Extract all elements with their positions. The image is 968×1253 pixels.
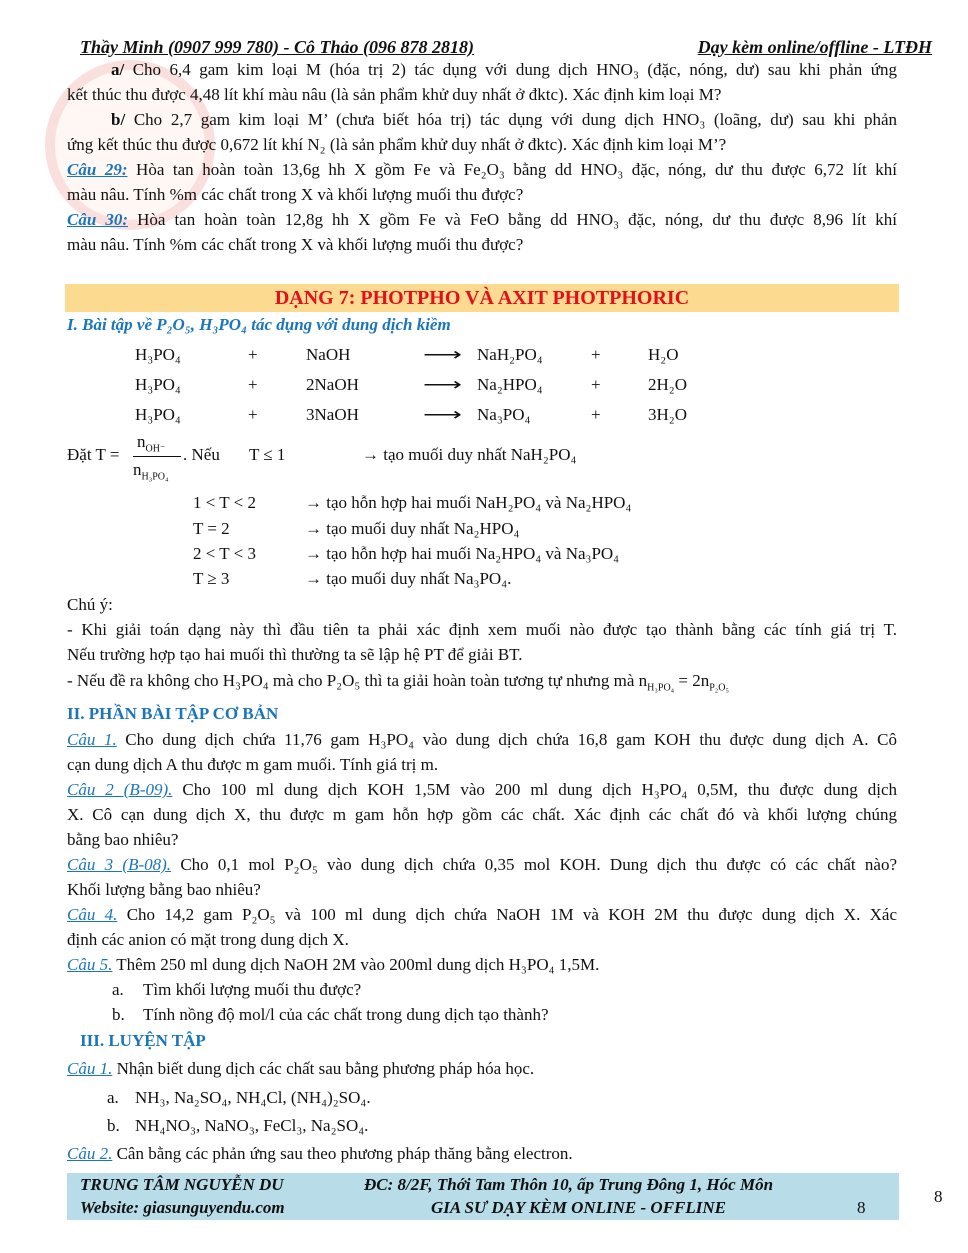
section-title-band <box>65 284 899 312</box>
p2-q4-line1 <box>67 903 897 927</box>
text: Cho 6,4 gam kim loại M (hóa trị 2) tác dụng với dung dịch HNO₃ (đặc, nóng, dư) sau khi phản ứng <box>124 60 897 79</box>
case-result: → tạo muối duy nhất Na₂HPO₄ <box>305 519 520 538</box>
equation-base: NaOH <box>306 345 351 364</box>
p3-q1-item-a: NH₃, Na₂SO₄, NH₄Cl, (NH₄)₂SO₄. <box>135 1088 371 1107</box>
question-label: Câu 5. <box>67 955 113 974</box>
text: Hòa tan hoàn toàn 12,8g hh X gồm Fe và FeO bằng dd HNO₃ đặc, nóng, dư thu được 8,96 lít khí <box>128 210 897 229</box>
sub: H₃PO₄ <box>141 471 169 483</box>
p3-q1-item-a-marker: a. <box>107 1088 119 1107</box>
equation-base: 3NaOH <box>306 405 359 424</box>
p2-q5-item-a: Tìm khối lượng muối thu được? <box>143 980 362 999</box>
q30-line1 <box>67 208 897 232</box>
p2-q3-line1 <box>67 853 897 877</box>
question-label: Câu 3 (B-08). <box>67 855 172 874</box>
p3-q1-item-b: NH₄NO₃, NaNO₃, FeCl₃, Na₂SO₄. <box>135 1116 369 1135</box>
eq: = 2n <box>674 671 710 690</box>
equation-reactant: H₃PO₄ <box>135 345 181 364</box>
text: Cho dung dịch chứa 11,76 gam H₃PO₄ vào dung dịch chứa 16,8 gam KOH thu được dung dịch A. Cô <box>116 730 897 749</box>
text: Cho 2,7 gam kim loại M’ (chưa biết hóa trị) tác dụng với dung dịch HNO₃ (loãng, dư) sau khi phản <box>125 110 897 129</box>
case-result: → tạo hỗn hợp hai muối NaH₂PO₄ và Na₂HPO₄ <box>305 493 632 512</box>
intro-b-line2: ứng kết thúc thu được 0,672 lít khí N₂ (là sản phẩm khử duy nhất ở đktc). Xác định kim loại M’? <box>67 135 727 154</box>
text: Nhận biết dung dịch các chất sau bằng phương pháp hóa học. <box>112 1059 535 1078</box>
footer-org: TRUNG TÂM NGUYỄN DU <box>80 1175 284 1194</box>
sub: P₂O₅ <box>709 682 730 694</box>
text: Cân bằng các phản ứng sau theo phương pháp thăng bằng electron. <box>112 1144 573 1163</box>
footer-page-number: 8 <box>857 1198 866 1217</box>
note-line3 <box>67 669 897 693</box>
p2-q3-line2: Khối lượng bằng bao nhiêu? <box>67 880 261 899</box>
text: Cho 100 ml dung dịch KOH 1,5M vào 200 ml dung dịch H₃PO₄ 0,5M, thu được dung dịch <box>172 780 897 799</box>
equation-plus: + <box>591 405 601 424</box>
equation-plus: + <box>248 345 258 364</box>
question-label: Câu 29: <box>67 160 128 179</box>
sub: OH⁻ <box>145 443 166 455</box>
q29-line2: màu nâu. Tính %m các chất trong X và khối lượng muối thu được? <box>67 185 524 204</box>
item-label: b/ <box>111 110 126 129</box>
question-label: Câu 1. <box>67 730 117 749</box>
equation-reactant: H₃PO₄ <box>135 405 181 424</box>
ratio-if: . Nếu <box>183 445 220 464</box>
equation-arrow: ⟶ <box>423 405 462 424</box>
note-line1: - Khi giải toán dạng này thì đầu tiên ta phải xác định xem muối nào được tạo thành bằng các tính giá trị T. <box>67 620 897 639</box>
fraction-denominator <box>133 460 168 487</box>
page-number: 8 <box>934 1187 943 1206</box>
p2-q2-line1 <box>67 778 897 802</box>
part1-title: I. Bài tập về P₂O₅, H₃PO₄ tác dụng với dung dịch kiềm <box>67 315 451 334</box>
case-condition: T ≤ 1 <box>249 445 286 464</box>
question-label: Câu 2. <box>67 1144 113 1163</box>
p3-q1-line1 <box>67 1057 897 1081</box>
n: n <box>137 432 146 451</box>
equation-plus: + <box>248 405 258 424</box>
p2-q5-item-b: Tính nồng độ mol/l của các chất trong dung dịch tạo thành? <box>143 1005 549 1024</box>
ratio-fraction <box>133 432 183 484</box>
case-result: → tạo muối duy nhất Na₃PO₄. <box>305 569 512 588</box>
case-condition: T = 2 <box>193 519 230 538</box>
equation-water: 3H₂O <box>648 405 687 424</box>
intro-b-line1 <box>67 108 897 132</box>
n: n <box>638 671 648 690</box>
equation-water: H₂O <box>648 345 679 364</box>
equation-reactant: H₃PO₄ <box>135 375 181 394</box>
item-label: a/ <box>111 60 125 79</box>
text: Cho 14,2 gam P₂O₅ và 100 ml dung dịch chứa NaOH 1M và KOH 2M thu được dung dịch X. Xác <box>117 905 897 924</box>
text: Hòa tan hoàn toàn 13,6g hh X gồm Fe và Fe₂O₃ bằng dd HNO₃ đặc, nóng, dư thu được 6,72 lít khí <box>127 160 897 179</box>
case-condition: T ≥ 3 <box>193 569 230 588</box>
intro-a-line2: kết thúc thu được 4,48 lít khí màu nâu (là sản phẩm khử duy nhất ở đktc). Xác định kim loại M? <box>67 85 722 104</box>
sub: H₃PO₄ <box>647 682 675 694</box>
part3-title: III. LUYỆN TẬP <box>80 1031 206 1050</box>
footer-slogan: GIA SƯ DẠY KÈM ONLINE - OFFLINE <box>431 1198 726 1217</box>
question-label: Câu 1. <box>67 1059 113 1078</box>
question-label: Câu 2 (B-09). <box>67 780 173 799</box>
equation-product: NaH₂PO₄ <box>477 345 543 364</box>
section-title: DẠNG 7: PHOTPHO VÀ AXIT PHOTPHORIC <box>274 287 690 309</box>
case-result: → tạo muối duy nhất NaH₂PO₄ <box>362 445 577 464</box>
p2-q5-line1 <box>67 953 897 977</box>
note-line2: Nếu trường hợp tạo hai muối thì thường ta sẽ lập hệ PT để giải BT. <box>67 645 523 664</box>
part2-title: II. PHẦN BÀI TẬP CƠ BẢN <box>67 704 279 723</box>
text: - Nếu đề ra không cho H₃PO₄ mà cho P₂O₅ thì ta giải hoàn toàn tương tự nhưng mà <box>67 671 639 690</box>
p2-q5-item-a-marker: a. <box>112 980 124 999</box>
text: Cho 0,1 mol P₂O₅ vào dung dịch chứa 0,35 mol KOH. Dung dịch thu được có các chất nào? <box>171 855 897 874</box>
ratio-prefix: Đặt T = <box>67 445 120 464</box>
footer-website: Website: giasunguyendu.com <box>80 1198 285 1217</box>
equation-water: 2H₂O <box>648 375 687 394</box>
case-condition: 1 < T < 2 <box>193 493 256 512</box>
equation-arrow: ⟶ <box>423 375 462 394</box>
header-left: Thầy Minh (0907 999 780) - Cô Thảo (096 878 2818) <box>80 37 475 57</box>
p2-q4-line2: định các anion có mặt trong dung dịch X. <box>67 930 349 949</box>
question-label: Câu 30: <box>67 210 129 229</box>
equation-plus: + <box>591 375 601 394</box>
q30-line2: màu nâu. Tính %m các chất trong X và khối lượng muối thu được? <box>67 235 524 254</box>
intro-a-line1 <box>67 58 897 82</box>
footer-address: ĐC: 8/2F, Thới Tam Thôn 10, ấp Trung Đông 1, Hóc Môn <box>364 1175 774 1194</box>
equation-plus: + <box>591 345 601 364</box>
header-right: Dạy kèm online/offline - LTĐH <box>697 37 932 57</box>
case-condition: 2 < T < 3 <box>193 544 256 563</box>
p3-q1-item-b-marker: b. <box>107 1116 120 1135</box>
footer-band <box>67 1173 899 1220</box>
p2-q2-line3: bằng bao nhiêu? <box>67 830 179 849</box>
q29-line1 <box>67 158 897 182</box>
text: Thêm 250 ml dung dịch NaOH 2M vào 200ml dung dịch H₃PO₄ 1,5M. <box>112 955 600 974</box>
note-title: Chú ý: <box>67 595 113 614</box>
fraction-bar <box>133 456 181 457</box>
equation-product: Na₃PO₄ <box>477 405 531 424</box>
equation-base: 2NaOH <box>306 375 359 394</box>
equation-plus: + <box>248 375 258 394</box>
p2-q5-item-b-marker: b. <box>112 1005 125 1024</box>
p2-q1-line2: cạn dung dịch A thu được m gam muối. Tính giá trị m. <box>67 755 439 774</box>
question-label: Câu 4. <box>67 905 118 924</box>
n: n <box>133 460 142 479</box>
p2-q1-line1 <box>67 728 897 752</box>
equation-product: Na₂HPO₄ <box>477 375 543 394</box>
case-result: → tạo hỗn hợp hai muối Na₂HPO₄ và Na₃PO₄ <box>305 544 620 563</box>
p3-q2-line1 <box>67 1142 897 1166</box>
equation-arrow: ⟶ <box>423 345 462 364</box>
p2-q2-line2: X. Cô cạn dung dịch X, thu được m gam hỗn hợp gồm các chất. Xác định các chất đó và khối lượng chúng <box>67 805 897 824</box>
